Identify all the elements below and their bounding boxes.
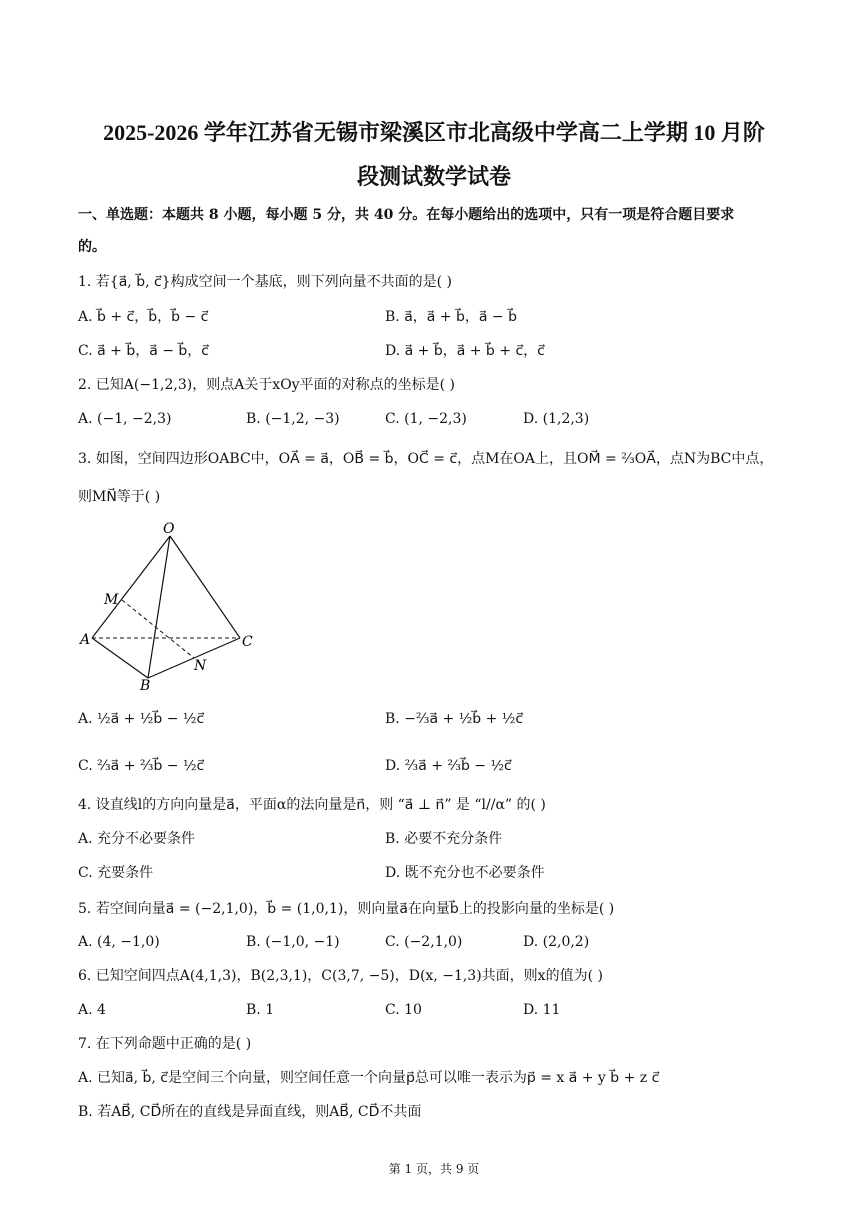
question-2-option-d: D. (1,2,3) — [523, 411, 590, 427]
question-4-option-a: A. 充分不必要条件 — [78, 831, 196, 847]
exam-title-line2: 段测试数学试卷 — [356, 164, 511, 189]
question-7-option-b: B. 若AB⃗, CD⃗所在的直线是异面直线，则AB⃗, CD⃗不共面 — [78, 1104, 422, 1120]
question-3-option-a: A. ½a⃗ + ½b⃗ − ½c⃗ — [78, 711, 205, 727]
question-4-option-b: B. 必要不充分条件 — [385, 831, 503, 847]
question-2-option-a: A. (−1, −2,3) — [78, 411, 172, 427]
exam-title-line1: 2025-2026 学年江苏省无锡市梁溪区市北高级中学高二上学期 10 月阶 — [103, 120, 765, 145]
question-5-option-a: A. (4, −1,0) — [78, 934, 160, 950]
label-a: A — [80, 632, 91, 648]
segment-mn — [122, 600, 194, 658]
question-1-stem: 1. 若{a⃗, b⃗, c⃗}构成空间一个基底，则下列向量不共面的是( ) — [78, 274, 452, 290]
question-1-option-c: C. a⃗ + b⃗，a⃗ − b⃗，c⃗ — [78, 343, 210, 359]
question-5-option-d: D. (2,0,2) — [523, 934, 590, 950]
question-1-option-d: D. a⃗ + b⃗，a⃗ + b⃗ + c⃗，c⃗ — [385, 343, 545, 359]
question-3-stem-cont: 则MN⃗等于( ) — [78, 489, 161, 505]
question-3-option-c: C. ⅔a⃗ + ⅔b⃗ − ½c⃗ — [78, 758, 205, 774]
label-c: C — [242, 634, 253, 650]
question-5-option-c: C. (−2,1,0) — [385, 934, 463, 950]
question-2-option-b: B. (−1,2, −3) — [246, 411, 340, 427]
question-4-stem: 4. 设直线l的方向向量是a⃗，平面α的法向量是n⃗，则 “a⃗ ⊥ n⃗” 是 “l//α” 的( ) — [78, 797, 546, 813]
question-1-option-a: A. b⃗ + c⃗，b⃗，b⃗ − c⃗ — [78, 309, 209, 325]
question-2-option-c: C. (1, −2,3) — [385, 411, 467, 427]
question-6-option-c: C. 10 — [385, 1002, 422, 1018]
question-7-option-a: A. 已知a⃗, b⃗, c⃗是空间三个向量，则空间任意一个向量p⃗总可以唯一表示为p⃗ = x a⃗ + y b⃗ + z c⃗ — [78, 1070, 660, 1086]
question-3-option-d: D. ⅔a⃗ + ⅔b⃗ − ½c⃗ — [385, 758, 512, 774]
question-7-stem: 7. 在下列命题中正确的是( ) — [78, 1036, 252, 1052]
label-b: B — [140, 678, 151, 692]
question-6-option-d: D. 11 — [523, 1002, 561, 1018]
tetrahedron-figure — [78, 520, 278, 692]
question-3-option-b: B. −⅔a⃗ + ½b⃗ + ½c⃗ — [385, 711, 524, 727]
edge-ob — [148, 536, 170, 678]
edge-oa — [92, 536, 170, 638]
question-5-stem: 5. 若空间向量a⃗ = (−2,1,0)，b⃗ = (1,0,1)，则向量a⃗在向量b⃗上的投影向量的坐标是( ) — [78, 901, 615, 917]
edge-ab — [92, 638, 148, 678]
edge-oc — [170, 536, 240, 638]
question-6-stem: 6. 已知空间四点A(4,1,3)，B(2,3,1)，C(3,7, −5)，D(x, −1,3)共面，则x的值为( ) — [78, 968, 603, 984]
question-4-option-c: C. 充要条件 — [78, 865, 154, 881]
question-2-stem: 2. 已知A(−1,2,3)，则点A关于xOy平面的对称点的坐标是( ) — [78, 377, 455, 393]
label-o: O — [163, 521, 175, 537]
question-6-option-b: B. 1 — [246, 1002, 275, 1018]
question-4-option-d: D. 既不充分也不必要条件 — [385, 865, 545, 881]
section-heading: 一、单选题：本题共 8 小题，每小题 5 分，共 40 分。在每小题给出的选项中，只有一项是符合题目要求 — [78, 207, 735, 223]
question-1-option-b: B. a⃗，a⃗ + b⃗，a⃗ − b⃗ — [385, 309, 517, 325]
label-m: M — [104, 592, 119, 608]
section-heading-cont: 的。 — [78, 239, 106, 255]
page-footer: 第 1 页，共 9 页 — [388, 1162, 480, 1176]
question-5-option-b: B. (−1,0, −1) — [246, 934, 340, 950]
label-n: N — [194, 658, 207, 674]
question-6-option-a: A. 4 — [78, 1002, 106, 1018]
question-3-stem: 3. 如图，空间四边形OABC中，OA⃗ = a⃗，OB⃗ = b⃗，OC⃗ = c⃗，点M在OA上，且OM⃗ = ²⁄₃OA⃗，点N为BC中点， — [78, 451, 774, 467]
